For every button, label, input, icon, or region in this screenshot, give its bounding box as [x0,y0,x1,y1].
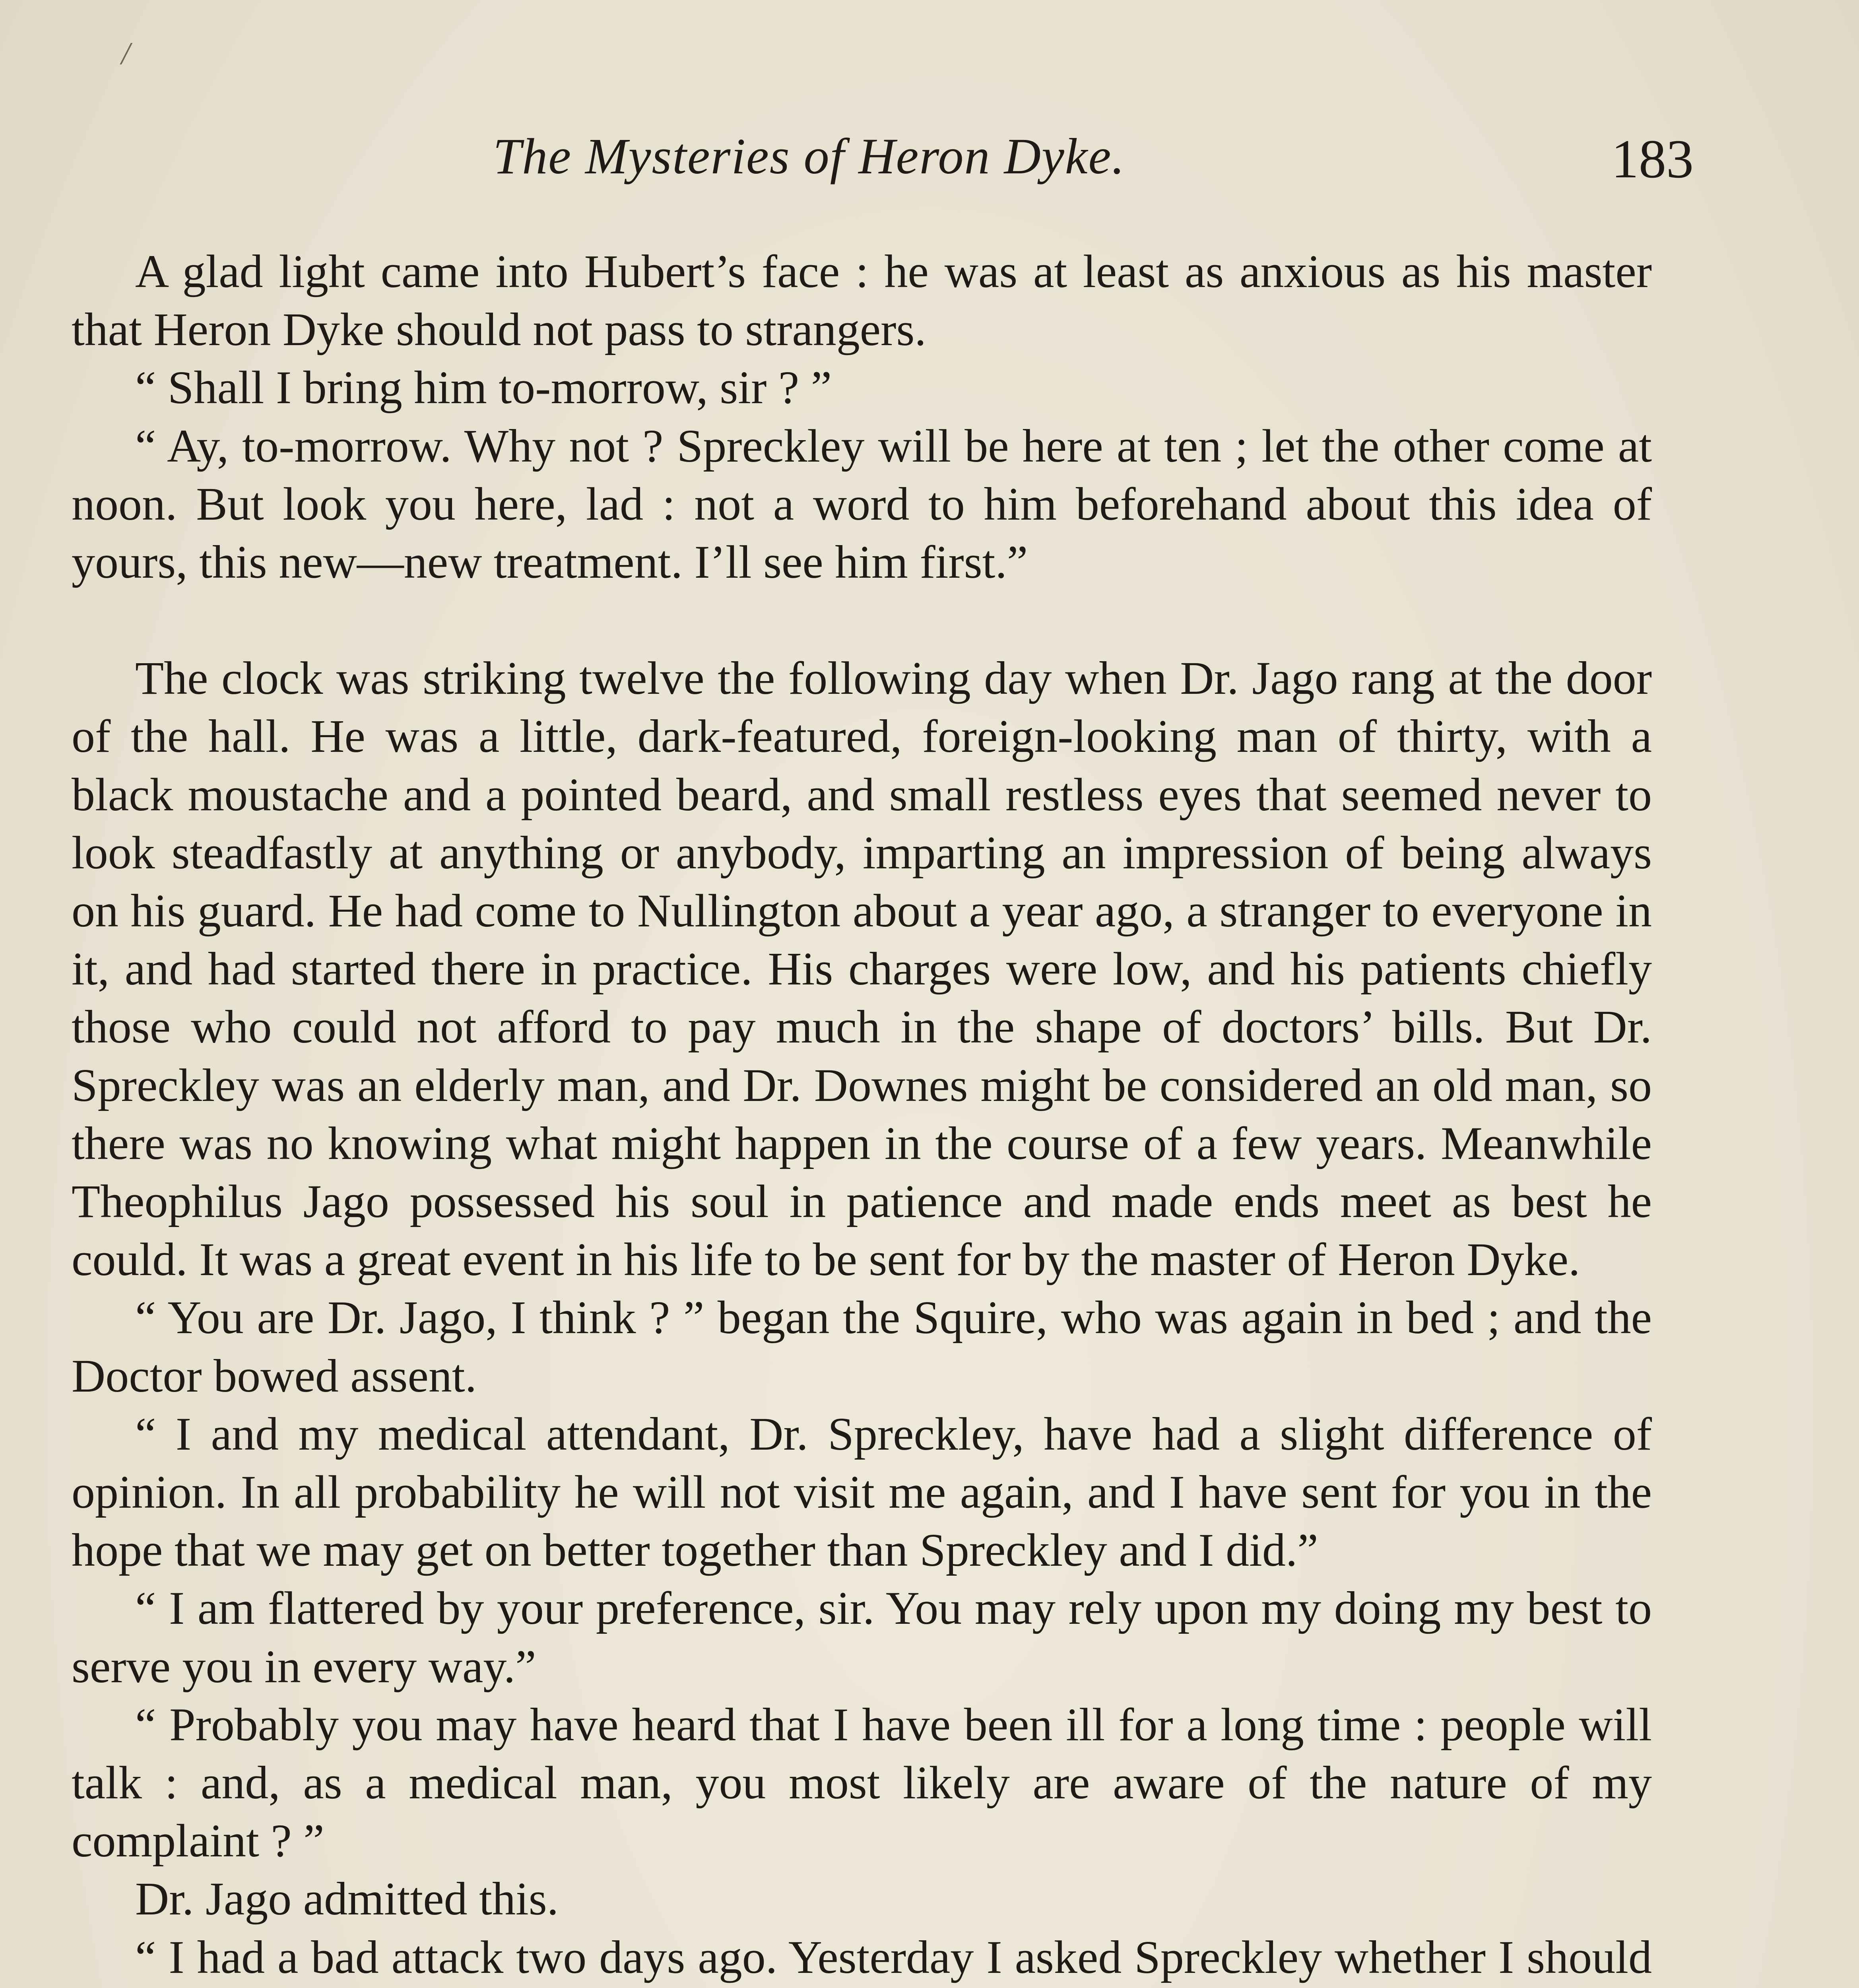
corner-mark: / [121,36,130,71]
paragraph: “ I and my medical attendant, Dr. Spreckley, have had a slight difference of opinion. In all probability he will not visit me again, and I have sent for you in the hope that we may get on better together than Spreckley and I did.” [72,1408,1652,1576]
body-text [72,243,1652,1988]
running-header: The Mysteries of Heron Dyke. [493,128,1125,184]
paragraph: “ Ay, to-morrow. Why not ? Spreckley will be here at ten ; let the other come at noon. But look you here, lad : not a word to him beforehand about this idea of yours, this new—new treatment. I’ll see him first.” [72,419,1652,588]
paragraph: “ I am flattered by your preference, sir. You may rely upon my doing my best to serve you in every way.” [72,1582,1652,1693]
page-number: 183 [1611,128,1694,189]
paragraph: “ Probably you may have heard that I have been ill for a long time : people will talk : and, as a medical man, you most likely are aware of the nature of my complaint ? ” [72,1698,1652,1867]
paragraph: The clock was striking twelve the following day when Dr. Jago rang at the door of the hall. He was a little, dark-featured, foreign-looking man of thirty, with a black moustache and a pointed beard, and small restless eyes that seemed never to look steadfastly at anything or anybody, imparting an impression of being always on his guard. He had come to Nullington about a year ago, a stranger to everyone in it, and had started there in practice. His charges were low, and his patients chiefly those who could not afford to pay much in the shape of doctors’ bills. But Dr. Spreckley was an elderly man, and Dr. Downes might be considered an old man, so there was no knowing what might happen in the course of a few years. Meanwhile Theophilus Jago possessed his soul in patience and made ends meet as best he could. It was a great event in his life to be sent for by the master of Heron Dyke. [72,652,1652,1286]
paragraph: A glad light came into Hubert’s face : he was at least as anxious as his master that Heron Dyke should not pass to strangers. [72,245,1652,356]
paragraph: “ Shall I bring him to-morrow, sir ? ” [135,361,832,414]
paragraph: “ I had a bad attack two days ago. Yesterday I asked Spreckley whether I should [135,1931,1652,1983]
paragraph: Dr. Jago admitted this. [135,1873,559,1925]
paragraph: “ You are Dr. Jago, I think ? ” began the Squire, who was again in bed ; and the Doctor bowed assent. [72,1291,1652,1402]
